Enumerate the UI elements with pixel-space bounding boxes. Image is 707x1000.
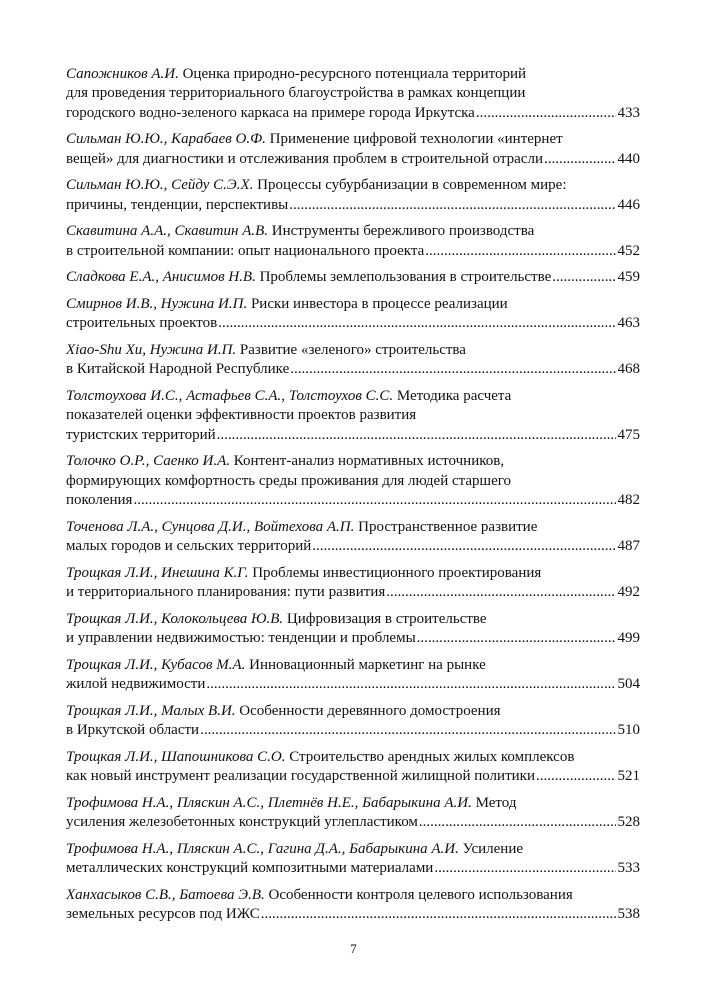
toc-entry-line xyxy=(66,387,640,406)
toc-entry-page-number: 482 xyxy=(617,492,640,509)
toc-entry-line xyxy=(66,295,640,314)
toc-entry-title-text: строительных проектов xyxy=(66,315,218,332)
toc-entry-title-text: как новый инструмент реализации государственной жилищной политики xyxy=(66,768,535,785)
toc-entry-last-text-group xyxy=(66,721,199,740)
toc-entry-last-text-group xyxy=(66,767,535,786)
toc-entry-line xyxy=(66,176,640,195)
toc-entry-title-text: формирующих комфортность среды проживания для людей старшего xyxy=(66,472,512,489)
toc-entry xyxy=(66,341,640,380)
toc-entry-line xyxy=(66,452,640,471)
toc-entry-last-line xyxy=(66,104,640,123)
toc-entry-line xyxy=(66,794,640,813)
toc-entry-title-text: поколения xyxy=(66,492,133,509)
toc-entry-title-text: металлических конструкций композитными материалами xyxy=(66,860,434,877)
toc-entry-page-number: 492 xyxy=(617,584,640,601)
toc-entry-title-text: Проблемы инвестиционного проектирования xyxy=(248,564,542,581)
toc-entry xyxy=(66,840,640,879)
toc-entry-last-text-group xyxy=(66,360,289,379)
toc-entry-page-number: 538 xyxy=(617,906,640,923)
toc-entry-last-text-group xyxy=(66,905,260,924)
toc-entry-line xyxy=(66,886,640,905)
toc-entry-page-number: 528 xyxy=(617,814,640,831)
toc-entry-authors: Сапожников А.И. xyxy=(66,66,179,82)
page-number: 7 xyxy=(350,941,357,956)
toc-entry-last-line xyxy=(66,767,640,786)
toc-entry-title-text: туристских территорий xyxy=(66,426,216,443)
toc-entry-last-line xyxy=(66,360,640,379)
toc-entry-authors: Трофимова Н.А., Пляскин А.С., Плетнёв Н.Е., Бабарыкина А.И. xyxy=(66,794,472,811)
toc-entry-last-line xyxy=(66,905,640,924)
toc-entry-title-text: Усиление xyxy=(458,840,523,857)
toc-entry-line xyxy=(66,406,640,425)
toc-entry-line xyxy=(66,656,640,675)
toc-entry-last-line xyxy=(66,196,640,215)
toc-entry-last-line xyxy=(66,813,640,832)
dot-leader xyxy=(217,426,616,445)
toc-entry-authors: Сильман Ю.Ю., Сейду С.Э.Х. xyxy=(66,177,254,194)
toc-entry-page-number: 463 xyxy=(617,315,640,332)
toc-entry-line xyxy=(66,222,640,241)
toc-entry-title-text: Строительство арендных жилых комплексов xyxy=(285,748,575,765)
toc-entry xyxy=(66,748,640,787)
toc-entry-page-number: 533 xyxy=(617,860,640,877)
toc-entry-page-number: 499 xyxy=(617,630,640,647)
dot-leader xyxy=(536,767,616,786)
toc-entry-title-text: Особенности контроля целевого использования xyxy=(264,886,573,903)
toc-entry-title-text: Особенности деревянного домостроения xyxy=(235,702,501,719)
toc-entry-last-line xyxy=(66,314,640,333)
toc-entry-title-text: жилой недвижимости xyxy=(66,676,206,693)
toc-entry-authors: Трофимова Н.А., Пляскин А.С., Гагина Д.А., Бабарыкина А.И. xyxy=(66,840,459,857)
toc-entry-last-line xyxy=(66,859,640,878)
toc-entry-page-number: 433 xyxy=(617,104,640,121)
dot-leader xyxy=(290,360,615,379)
toc-entry-line xyxy=(66,65,640,84)
toc-entry-last-text-group xyxy=(66,583,385,602)
dot-leader xyxy=(419,813,616,832)
toc-entry-title-text: в строительной компании: опыт национального проекта xyxy=(66,242,425,259)
dot-leader xyxy=(476,104,616,123)
toc-entry-page-number: 475 xyxy=(617,426,640,443)
toc-entry xyxy=(66,387,640,445)
toc-entry-title-text: Процессы субурбанизации в современном мире: xyxy=(253,177,567,194)
toc-entry-last-text-group xyxy=(66,426,216,445)
dot-leader xyxy=(386,583,615,602)
dot-leader xyxy=(434,859,615,878)
toc-entry-last-line xyxy=(66,150,640,169)
toc-entry-title-text: Пространственное развитие xyxy=(354,518,538,535)
toc-entry-authors: Сильман Ю.Ю., Карабаев О.Ф. xyxy=(66,131,266,148)
toc-entry-line xyxy=(66,341,640,360)
toc-entry-title-text: Метод xyxy=(471,794,517,811)
toc-entry-last-line xyxy=(66,491,640,510)
toc-entry-last-line xyxy=(66,242,640,261)
toc-entry-last-line xyxy=(66,629,640,648)
toc-entry-authors: Xiao-Shu Xu, Нужина И.П. xyxy=(66,342,237,358)
toc-entry-last-line xyxy=(66,537,640,556)
toc-entry-page-number: 504 xyxy=(617,676,640,693)
toc-entry-last-text-group xyxy=(66,813,418,832)
toc-entry-last-text-group xyxy=(66,675,205,694)
toc-entry-title-text: Применение цифровой технологии «интернет xyxy=(265,131,563,148)
dot-leader xyxy=(133,491,615,510)
toc-entry xyxy=(66,268,640,287)
toc-entry-last-text-group xyxy=(66,150,543,169)
toc-entry-authors: Трощкая Л.И., Шапошникова С.О. xyxy=(66,748,286,765)
toc-entry-title-text: в Иркутской области xyxy=(66,722,200,739)
toc-entry-last-text-group xyxy=(66,859,433,878)
toc-entry-last-text-group xyxy=(66,629,416,648)
toc-entry xyxy=(66,702,640,741)
toc-entry-last-text-group xyxy=(66,242,424,261)
toc-entry-last-text-group xyxy=(66,104,475,123)
toc-entry xyxy=(66,794,640,833)
toc-entry-last-line xyxy=(66,426,640,445)
dot-leader xyxy=(552,268,615,287)
toc-entry-page-number: 452 xyxy=(617,242,640,259)
toc-entry-title-text: Оценка природно-ресурсного потенциала территорий xyxy=(178,66,527,82)
toc-entry-title-text: показателей оценки эффективности проектов развития xyxy=(66,407,417,424)
toc-entry-line xyxy=(66,702,640,721)
toc-entry-title-text: Инструменты бережливого производства xyxy=(268,223,535,240)
dot-leader xyxy=(544,150,616,169)
toc-entry-authors: Трощкая Л.И., Кубасов М.А. xyxy=(66,656,246,673)
toc-entry-last-line xyxy=(66,675,640,694)
toc-entry-page-number: 521 xyxy=(617,768,640,785)
toc-entry-line xyxy=(66,130,640,149)
toc-entry-last-text-group xyxy=(66,537,311,556)
toc-entry xyxy=(66,518,640,557)
toc-entry-title-text: малых городов и сельских территорий xyxy=(66,538,312,555)
toc-entry-line xyxy=(66,840,640,859)
toc-entry-page-number: 468 xyxy=(617,361,640,378)
toc-entry-last-line xyxy=(66,721,640,740)
toc-entry-title-text: усиления железобетонных конструкций углепластиком xyxy=(66,814,418,831)
toc-entry-line xyxy=(66,472,640,491)
toc-entry-title-text: городского водно-зеленого каркаса на примере города Иркутска xyxy=(66,104,475,121)
toc-entry-line xyxy=(66,518,640,537)
dot-leader xyxy=(261,905,616,924)
dot-leader xyxy=(417,629,616,648)
toc-entry-last-text-group xyxy=(66,268,551,287)
toc-entry-title-text: и территориального планирования: пути развития xyxy=(66,584,386,601)
toc-entry-title-text: вещей» для диагностики и отслеживания проблем в строительной отрасли xyxy=(66,150,543,167)
toc-entry-title-text: Контент-анализ нормативных источников, xyxy=(230,453,505,470)
toc-entry-authors: Трощкая Л.И., Колокольцева Ю.В. xyxy=(66,610,284,627)
toc-entry-line xyxy=(66,610,640,629)
toc-entry-title-text: и управлении недвижимостью: тенденции и проблемы xyxy=(66,630,416,647)
toc-entry-authors: Точенова Л.А., Сунцова Д.И., Войтехова А.П. xyxy=(66,518,355,535)
toc-entry-title-text: Развитие «зеленого» строительства xyxy=(236,342,466,358)
toc-entry xyxy=(66,295,640,334)
dot-leader xyxy=(425,242,615,261)
toc-entry-last-text-group xyxy=(66,196,288,215)
toc-entry-title-text: причины, тенденции, перспективы xyxy=(66,196,289,213)
toc-entry-title-text: Проблемы землепользования в строительстве xyxy=(255,269,552,286)
toc-entry-title-text: Методика расчета xyxy=(393,388,512,404)
toc-entry-last-line xyxy=(66,583,640,602)
dot-leader xyxy=(218,314,615,333)
toc-entry-title-text: Цифровизация в строительстве xyxy=(283,610,487,627)
toc-entry xyxy=(66,222,640,261)
table-of-contents xyxy=(66,65,640,932)
toc-entry xyxy=(66,176,640,215)
toc-entry-line xyxy=(66,84,640,103)
toc-entry-authors: Сладкова Е.А., Анисимов Н.В. xyxy=(66,269,256,286)
toc-entry-title-text: земельных ресурсов под ИЖС xyxy=(66,906,260,923)
toc-entry-last-text-group xyxy=(66,491,132,510)
toc-entry xyxy=(66,130,640,169)
toc-entry-authors: Смирнов И.В., Нужина И.П. xyxy=(66,296,248,312)
toc-entry xyxy=(66,564,640,603)
toc-entry-page-number: 459 xyxy=(617,269,640,286)
toc-entry-authors: Толочко О.Р., Саенко И.А. xyxy=(66,453,231,470)
toc-entry-line xyxy=(66,564,640,583)
toc-entry-title-text: в Китайской Народной Республике xyxy=(66,361,290,378)
toc-entry-authors: Ханхасыков С.В., Батоева Э.В. xyxy=(66,886,265,903)
toc-entry-last-text-group xyxy=(66,314,217,333)
dot-leader xyxy=(200,721,615,740)
toc-entry-page-number: 440 xyxy=(617,150,640,167)
toc-entry-page-number: 487 xyxy=(617,538,640,555)
toc-entry-authors: Трощкая Л.И., Инешина К.Г. xyxy=(66,564,249,581)
dot-leader xyxy=(312,537,615,556)
dot-leader xyxy=(289,196,615,215)
toc-entry-line xyxy=(66,748,640,767)
toc-entry-title-text: Риски инвестора в процессе реализации xyxy=(247,296,508,312)
toc-entry xyxy=(66,452,640,510)
toc-entry xyxy=(66,65,640,123)
toc-entry xyxy=(66,610,640,649)
toc-entry-last-line xyxy=(66,268,640,287)
toc-entry-title-text: для проведения территориального благоустройства в рамках концепции xyxy=(66,85,526,102)
toc-entry-authors: Скавитина А.А., Скавитин А.В. xyxy=(66,223,269,240)
toc-entry-authors: Толстоухова И.С., Астафьев С.А., Толстоухов С.С. xyxy=(66,388,394,404)
toc-entry-title-text: Инновационный маркетинг на рынке xyxy=(245,656,486,673)
dot-leader xyxy=(206,675,615,694)
toc-entry xyxy=(66,656,640,695)
toc-entry-authors: Трощкая Л.И., Малых В.И. xyxy=(66,702,236,719)
toc-entry xyxy=(66,886,640,925)
toc-entry-page-number: 510 xyxy=(617,722,640,739)
toc-entry-page-number: 446 xyxy=(617,196,640,213)
